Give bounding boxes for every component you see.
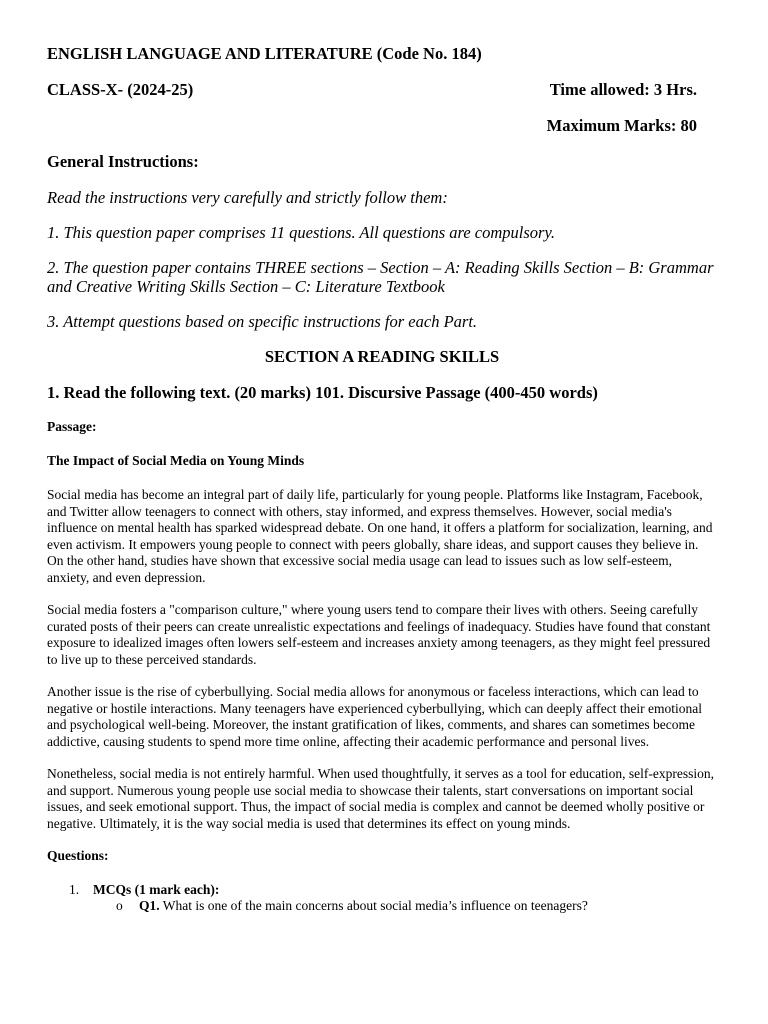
- question-paper-page: [47, 44, 717, 914]
- section-a-title: SECTION A READING SKILLS: [264, 347, 500, 366]
- question-number-label: Q1.: [139, 898, 160, 913]
- questions-list: [47, 882, 717, 914]
- questions-label: Questions:: [47, 848, 109, 863]
- time-allowed: Time allowed: 3 Hrs.: [549, 80, 697, 99]
- list-item: [47, 882, 717, 914]
- sub-list-item: [47, 898, 717, 914]
- list-item-number: 1.: [69, 882, 80, 897]
- passage-paragraph-2: Social media fosters a "comparison culture," where young users tend to compare their lives with others. Seeing carefully curated posts of their peers can create unrealistic expectations and feelings of inadequacy. Studies have found that constant exposure to idealized images often lowers self-esteem and increases anxiety among teenagers, as they might feel pressured to live up to these perceived standards.: [47, 602, 711, 667]
- passage-paragraph-3: Another issue is the rise of cyberbullying. Social media allows for anonymous or faceless interactions, which can lead to negative or hostile interactions. Many teenagers have experienced cyberbullying, which can deeply affect their emotional and psychological well-being. Moreover, the instant gratification of likes, comments, and shares can sometimes become addictive, causing students to spend more time online, affecting their academic performance and personal lives.: [47, 684, 702, 749]
- list-item-label: MCQs (1 mark each):: [93, 882, 220, 897]
- instruction-3: 3. Attempt questions based on specific instructions for each Part.: [47, 312, 478, 331]
- paper-title: ENGLISH LANGUAGE AND LITERATURE (Code No. 184): [47, 44, 482, 63]
- instruction-1: 1. This question paper comprises 11 questions. All questions are compulsory.: [47, 223, 555, 242]
- class-label: CLASS-X- (2024-25): [47, 80, 194, 99]
- bullet-marker: o: [116, 898, 123, 913]
- instruction-intro: Read the instructions very carefully and strictly follow them:: [47, 188, 448, 207]
- passage-paragraph-4: Nonetheless, social media is not entirely harmful. When used thoughtfully, it serves as a tool for education, self-expression, and support. Numerous young people use social media to showcase their talents, start conversations on important social issues, and seek emotional support. Thus, the impact of social media is complex and cannot be deemed wholly positive or negative. Ultimately, it is the way social media is used that determines its effect on young minds.: [47, 766, 714, 831]
- question-1-title: 1. Read the following text. (20 marks) 101. Discursive Passage (400-450 words): [47, 383, 598, 402]
- passage-label: Passage:: [47, 419, 97, 434]
- class-time-row: [47, 80, 717, 100]
- question-text: What is one of the main concerns about social media’s influence on teenagers?: [159, 898, 588, 913]
- maximum-marks: Maximum Marks: 80: [546, 116, 697, 135]
- passage-title: The Impact of Social Media on Young Minds: [47, 453, 305, 468]
- general-instructions-heading: General Instructions:: [47, 152, 199, 171]
- instruction-2: 2. The question paper contains THREE sections – Section – A: Reading Skills Section – B: Grammar and Creative Writing Skills Section – C: Literature Textbook: [47, 258, 714, 296]
- passage-paragraph-1: Social media has become an integral part of daily life, particularly for young people. Platforms like Instagram, Facebook, and Twitter allow teenagers to connect with others, stay informed, and express themselves. However, social media's influence on mental health has sparked widespread debate. On one hand, it offers a platform for socialization, learning, and even activism. It empowers young people to connect with peers globally, share ideas, and support causes they believe in. On the other hand, studies have shown that excessive social media usage can lead to issues such as low self-esteem, anxiety, and even depression.: [47, 487, 713, 585]
